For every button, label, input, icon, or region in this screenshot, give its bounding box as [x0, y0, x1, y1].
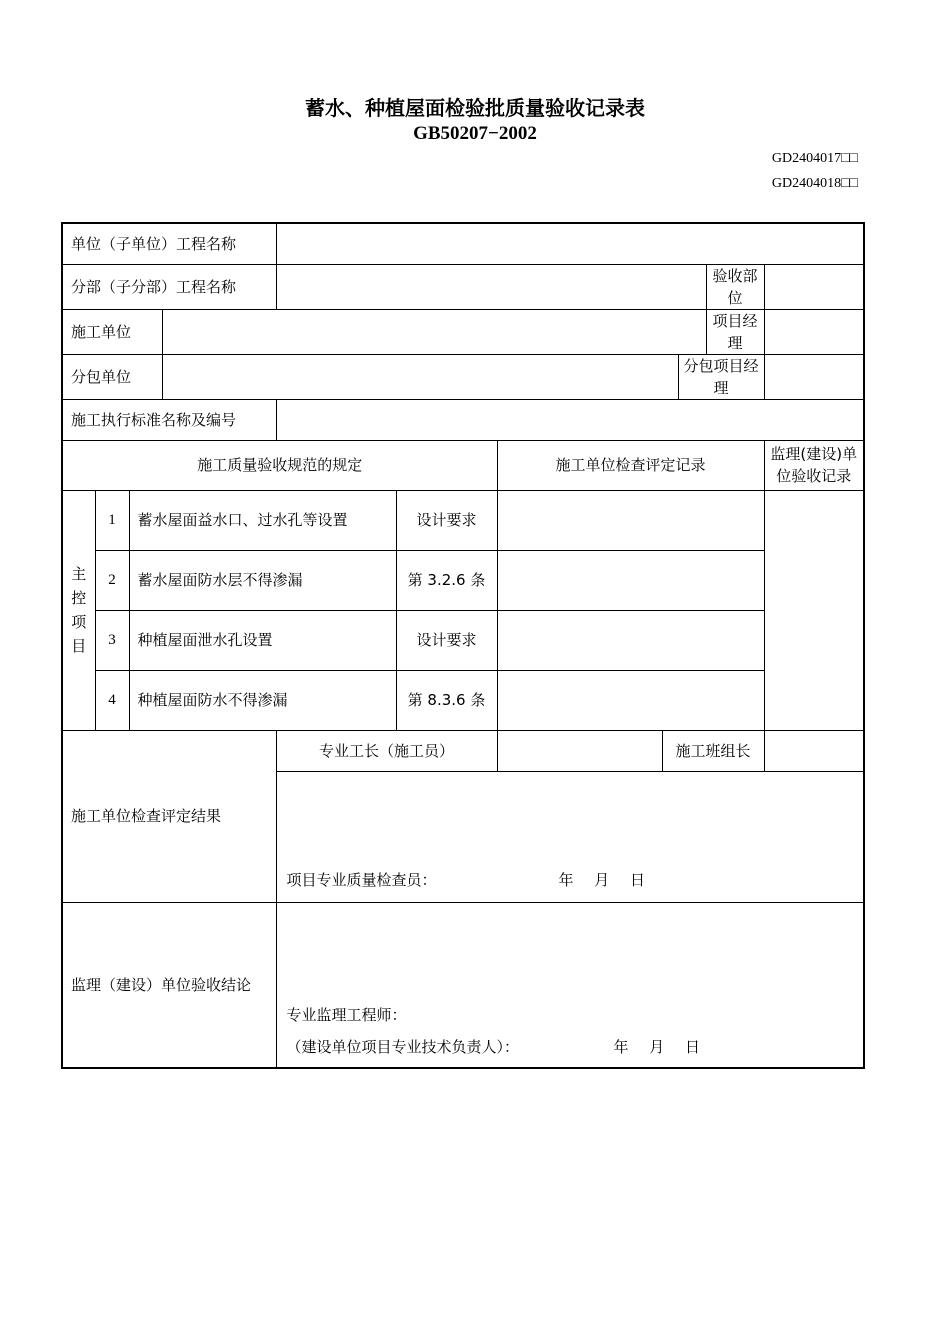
sub-project-value[interactable] [276, 264, 706, 309]
item-number: 2 [95, 550, 129, 610]
tech-lead-label: （建设单位项目专业技术负责人）： [286, 1038, 520, 1056]
supervision-header-line2: 位验收记录 [776, 467, 852, 485]
project-manager-value[interactable] [764, 309, 864, 354]
supervision-result-value[interactable] [276, 902, 864, 1068]
standard-row [62, 399, 864, 440]
construction-result-label: 施工单位检查评定结果 [62, 730, 276, 902]
subcontract-manager-value[interactable] [764, 354, 864, 399]
supervision-header-line1: 监理(建设)单 [770, 445, 858, 463]
unit-project-value[interactable] [276, 223, 864, 264]
standard-label: 施工执行标准名称及编号 [62, 399, 276, 440]
subcontract-unit-row [62, 354, 864, 399]
supervision-record-header [764, 440, 864, 490]
inspection-date: 年 月 日 [558, 870, 654, 889]
standard-value[interactable] [276, 399, 864, 440]
supervision-result-label: 监理（建设）单位验收结论 [62, 902, 276, 1068]
foreman-label: 专业工长（施工员） [276, 730, 497, 771]
item-construction-record[interactable] [497, 490, 764, 550]
item-description: 蓄水屋面益水口、过水孔等设置 [129, 490, 396, 550]
project-manager-label: 项目经理 [706, 309, 764, 354]
supervision-engineer-line [287, 999, 854, 1031]
supervision-result-row [62, 902, 864, 1068]
standard-number: GB50207−2002 [413, 123, 537, 144]
foreman-value[interactable] [497, 730, 662, 771]
item-requirement: 设计要求 [396, 610, 497, 670]
item-description: 蓄水屋面防水层不得渗漏 [129, 550, 396, 610]
inspection-part-label: 验收部位 [706, 264, 764, 309]
item-requirement: 第 3.2.6 条 [396, 550, 497, 610]
form-code-2: GD2404018□□ [771, 176, 858, 191]
table-row [62, 550, 864, 610]
sub-project-label: 分部（子分部）工程名称 [62, 264, 276, 309]
form-title: 蓄水、种植屋面检验批质量验收记录表 [305, 96, 645, 120]
table-row [62, 670, 864, 730]
supervision-engineer-label: 专业监理工程师： [286, 1006, 407, 1024]
construction-signers-row [62, 730, 864, 771]
construction-unit-row [62, 309, 864, 354]
item-construction-record[interactable] [497, 610, 764, 670]
subcontract-unit-label: 分包单位 [62, 354, 162, 399]
construction-result-value[interactable] [276, 771, 864, 902]
item-description: 种植屋面防水不得渗漏 [129, 670, 396, 730]
construction-unit-value[interactable] [162, 309, 706, 354]
item-requirement: 设计要求 [396, 490, 497, 550]
construction-unit-label: 施工单位 [62, 309, 162, 354]
inspection-part-value[interactable] [764, 264, 864, 309]
subcontract-manager-label: 分包项目经理 [678, 354, 764, 399]
sub-project-row [62, 264, 864, 309]
unit-project-row [62, 223, 864, 264]
unit-project-label: 单位（子单位）工程名称 [62, 223, 276, 264]
main-control-label: 主 控 项 目 [62, 490, 95, 730]
form-code-1: GD2404017□□ [771, 151, 858, 166]
subcontract-unit-value[interactable] [162, 354, 678, 399]
tech-lead-line [287, 1031, 854, 1063]
spec-header: 施工质量验收规范的规定 [62, 440, 497, 490]
column-header-row [62, 440, 864, 490]
team-leader-value[interactable] [764, 730, 864, 771]
quality-inspector-label: 项目专业质量检查员： [286, 870, 437, 889]
item-number: 3 [95, 610, 129, 670]
item-construction-record[interactable] [497, 670, 764, 730]
item-supervision-record[interactable] [764, 490, 864, 730]
item-number: 1 [95, 490, 129, 550]
construction-record-header: 施工单位检查评定记录 [497, 440, 764, 490]
team-leader-label: 施工班组长 [662, 730, 764, 771]
table-row [62, 490, 864, 550]
item-requirement: 第 8.3.6 条 [396, 670, 497, 730]
item-description: 种植屋面泄水孔设置 [129, 610, 396, 670]
table-row [62, 610, 864, 670]
item-construction-record[interactable] [497, 550, 764, 610]
supervision-date: 年 月 日 [613, 1038, 709, 1056]
item-number: 4 [95, 670, 129, 730]
acceptance-record-table [61, 222, 865, 1069]
